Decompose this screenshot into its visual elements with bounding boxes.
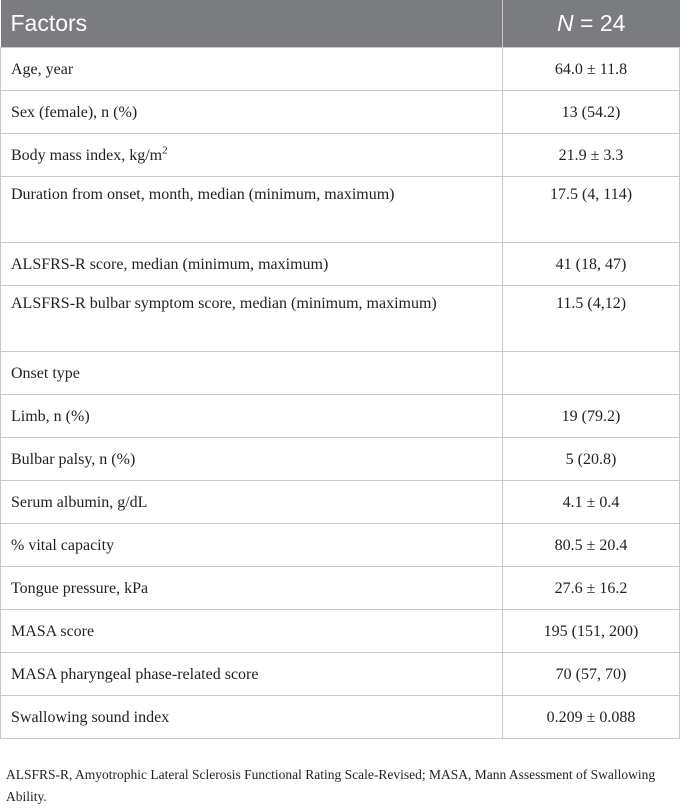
header-n-symbol: N — [557, 10, 574, 36]
value-cell: 13 (54.2) — [503, 91, 680, 134]
header-row — [1, 0, 680, 48]
factor-cell: Duration from onset, month, median (minimum, maximum) — [1, 177, 503, 243]
table-row — [1, 610, 680, 653]
table-body — [1, 48, 680, 739]
factor-text: Body mass index, kg/m — [11, 146, 163, 164]
table-row — [1, 286, 680, 352]
superscript-two: 2 — [162, 144, 168, 157]
factor-cell: Limb, n (%) — [1, 395, 503, 438]
table-footnote: ALSFRS-R, Amyotrophic Lateral Sclerosis Functional Rating Scale-Revised; MASA, Mann Assessment of Swallowing Ability. — [6, 767, 656, 804]
value-cell: 4.1 ± 0.4 — [503, 481, 680, 524]
table-header — [1, 0, 680, 48]
value-cell: 11.5 (4,12) — [503, 286, 680, 352]
value-cell: 70 (57, 70) — [503, 653, 680, 696]
factor-cell: Bulbar palsy, n (%) — [1, 438, 503, 481]
factor-cell: Onset type — [1, 352, 503, 395]
value-cell: 27.6 ± 16.2 — [503, 567, 680, 610]
value-cell: 0.209 ± 0.088 — [503, 696, 680, 739]
table-row — [1, 352, 680, 395]
table-row — [1, 696, 680, 739]
factor-cell: % vital capacity — [1, 524, 503, 567]
value-cell: 80.5 ± 20.4 — [503, 524, 680, 567]
value-cell: 17.5 (4, 114) — [503, 177, 680, 243]
value-cell: 195 (151, 200) — [503, 610, 680, 653]
value-cell: 41 (18, 47) — [503, 243, 680, 286]
table-row — [1, 481, 680, 524]
factor-cell: Sex (female), n (%) — [1, 91, 503, 134]
factor-cell: ALSFRS-R score, median (minimum, maximum) — [1, 243, 503, 286]
header-n-value: = 24 — [573, 10, 626, 36]
table-row — [1, 48, 680, 91]
table-row — [1, 134, 680, 177]
table-row — [1, 438, 680, 481]
table-row — [1, 177, 680, 243]
factor-cell: Tongue pressure, kPa — [1, 567, 503, 610]
table-row — [1, 653, 680, 696]
value-cell: 21.9 ± 3.3 — [503, 134, 680, 177]
factor-cell: Serum albumin, g/dL — [1, 481, 503, 524]
table-row — [1, 567, 680, 610]
factor-cell: MASA pharyngeal phase-related score — [1, 653, 503, 696]
value-cell: 64.0 ± 11.8 — [503, 48, 680, 91]
factor-cell: Swallowing sound index — [1, 696, 503, 739]
factor-cell: Age, year — [1, 48, 503, 91]
table-row — [1, 243, 680, 286]
factor-cell: ALSFRS-R bulbar symptom score, median (minimum, maximum) — [1, 286, 503, 352]
table-row — [1, 91, 680, 134]
factor-cell: MASA score — [1, 610, 503, 653]
header-factors: Factors — [1, 0, 503, 48]
factor-cell — [1, 134, 503, 177]
table-row — [1, 395, 680, 438]
header-sample-size — [503, 0, 680, 48]
value-cell — [503, 352, 680, 395]
table-row — [1, 524, 680, 567]
value-cell: 19 (79.2) — [503, 395, 680, 438]
value-cell: 5 (20.8) — [503, 438, 680, 481]
